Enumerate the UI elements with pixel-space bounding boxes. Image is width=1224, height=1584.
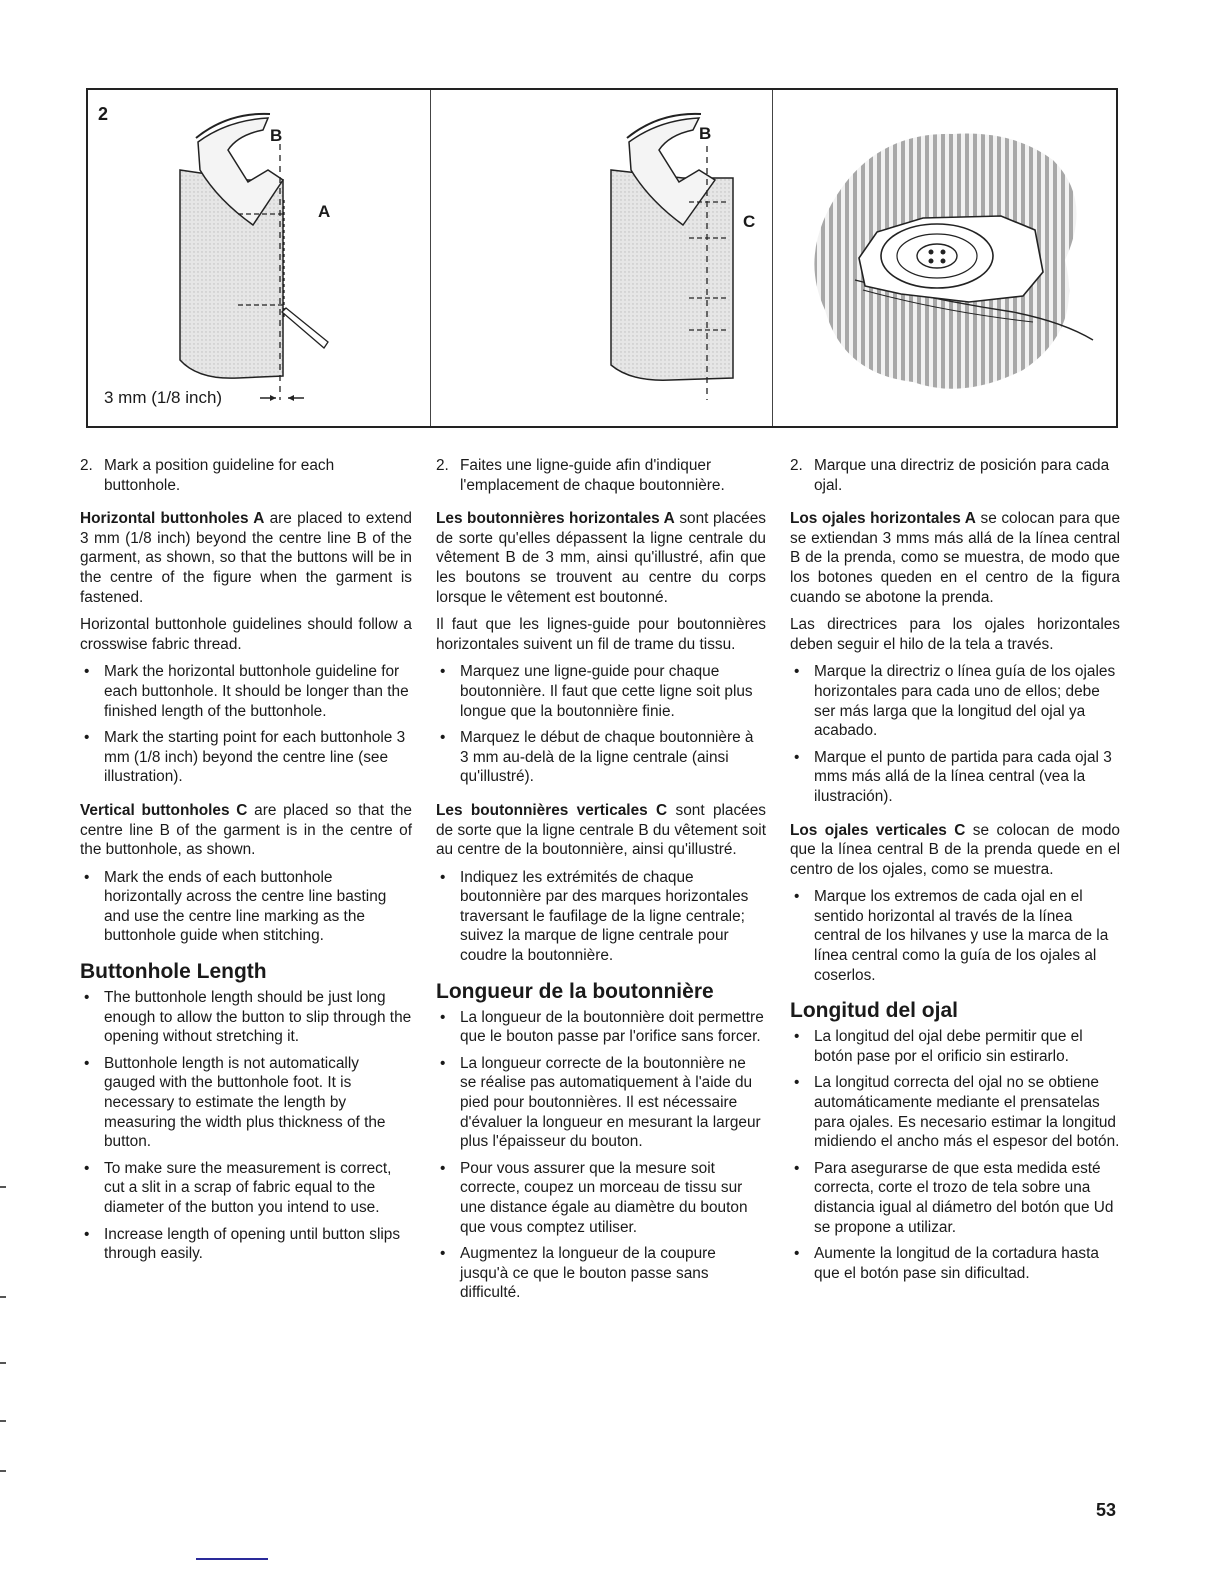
step-text: Mark a position guideline for each buttonhole.: [104, 457, 335, 494]
figure-horizontal-buttonholes: [88, 90, 430, 426]
list-item: • Marque el punto de partida para cada ojal 3 mms más allá de la línea central (vea la ilustración).: [790, 748, 1120, 807]
vertical-bullets: [80, 868, 412, 946]
horizontal-text: are placed to extend 3 mm (1/8 inch) beyond the centre line B of the garment, as shown, so that the buttons will be in the centre of the figure when the garment is fastened.: [80, 510, 412, 606]
length-bullets: [436, 1008, 766, 1303]
horizontal-text: se colocan para que se extiendan 3 mms más allá de la línea central B de la prenda, como se muestra, de modo que los botones queden en el centro de la figura cuando se abotone la prenda.: [790, 510, 1121, 606]
list-item: • To make sure the measurement is correct, cut a slit in a scrap of fabric equal to the diameter of the button you intend to use.: [80, 1159, 412, 1218]
scan-edge-mark: [0, 1420, 6, 1422]
label-b-centre-line: B: [270, 126, 283, 145]
scan-edge-mark: [0, 1296, 6, 1298]
horizontal-text: sont placées de sorte qu'elles dépassent la ligne centrale du vêtement B de 3 mm, ainsi qu'illustré, afin que les boutons se trouvent au centre du corps lorsque le vêtement est boutonné.: [436, 510, 766, 606]
list-item: • Buttonhole length is not automatically gauged with the buttonhole foot. It is necessary to estimate the length by measuring the width plus thickness of the button.: [80, 1054, 412, 1152]
measurement-label: 3 mm (1/8 inch): [104, 388, 223, 407]
list-item: • Pour vous assurer que la mesure soit correcte, coupez un morceau de tissu sur une distance égale au diamètre du bouton que vous comptez utiliser.: [436, 1159, 766, 1237]
figure-vertical-buttonholes: [430, 90, 773, 426]
shirt-vertical-illustration: [431, 90, 773, 428]
list-item: • Marquez une ligne-guide pour chaque boutonnière. Il faut que cette ligne soit plus longue que la boutonnière finie.: [436, 662, 766, 721]
step-2: [80, 456, 412, 495]
list-item: • La longitud del ojal debe permitir que el botón pase por el orificio sin estirarlo.: [790, 1027, 1120, 1066]
step-2: [790, 456, 1120, 495]
guidelines-paragraph: Las directrices para los ojales horizontales deben seguir el hilo de la tela a través.: [790, 616, 1120, 653]
step-number: 2.: [80, 457, 93, 474]
vertical-text: se colocan de modo que la línea central B de la prenda quede en el centro de los ojales, como se muestra.: [790, 821, 1120, 878]
list-item: • Mark the horizontal buttonhole guideline for each buttonhole. It should be longer than the finished length of the buttonhole.: [80, 662, 412, 721]
horizontal-bullets: [436, 662, 766, 787]
horizontal-paragraph: [436, 509, 766, 607]
vertical-bullets: [436, 868, 766, 966]
horizontal-paragraph: [80, 509, 412, 607]
list-item: • The buttonhole length should be just long enough to allow the button to slip through the opening without stretching it.: [80, 988, 412, 1047]
label-b-centre-line-vertical: B: [699, 124, 712, 143]
list-item: • Mark the starting point for each buttonhole 3 mm (1/8 inch) beyond the centre line (see illustration).: [80, 728, 412, 787]
horizontal-bullets: [80, 662, 412, 787]
list-item: • La longueur de la boutonnière doit permettre que le bouton passe par l'orifice sans forcer.: [436, 1008, 766, 1047]
list-item: • Para asegurarse de que esta medida esté correcta, corte el trozo de tela sobre una distancia igual al diámetro del botón que Ud se propone a utilizar.: [790, 1159, 1120, 1237]
english-column: [80, 456, 412, 1272]
figure-button-fabric: [772, 90, 1119, 426]
section-heading: Longitud del ojal: [790, 999, 958, 1023]
list-item: • Increase length of opening until button slips through easily.: [80, 1225, 412, 1264]
french-column: [436, 456, 766, 1311]
figure-panel: [86, 88, 1118, 428]
shirt-horizontal-illustration: [88, 90, 430, 428]
section-heading: Buttonhole Length: [80, 960, 267, 984]
guidelines-paragraph: Horizontal buttonhole guidelines should follow a crosswise fabric thread.: [80, 616, 412, 653]
list-item: • Marque los extremos de cada ojal en el sentido horizontal al través de la línea central de los hilvanes y use la marca de la línea central como la guía de los ojales al coserlos.: [790, 887, 1120, 985]
vertical-paragraph: [436, 801, 766, 860]
vertical-lead: Vertical buttonholes C: [80, 801, 248, 819]
list-item: • Aumente la longitud de la cortadura hasta que el botón pase sin dificultad.: [790, 1244, 1120, 1283]
section-heading: Longueur de la boutonnière: [436, 979, 714, 1003]
list-item: • Marque la directriz o línea guía de los ojales horizontales para cada uno de ellos; debe ser más larga que la longitud del ojal ya acabado.: [790, 662, 1120, 740]
scan-edge-line: [196, 1558, 268, 1560]
list-item: • Augmentez la longueur de la coupure jusqu'à ce que le bouton passe sans difficulté.: [436, 1244, 766, 1303]
vertical-lead: Los ojales verticales C: [790, 821, 966, 839]
step-text: Faites une ligne-guide afin d'indiquer l'emplacement de chaque boutonnière.: [460, 457, 725, 494]
horizontal-lead: Les boutonnières horizontales A: [436, 510, 675, 528]
spanish-column: [790, 456, 1120, 1291]
vertical-bullets: [790, 887, 1120, 985]
guidelines-paragraph: Il faut que les lignes-guide pour boutonnières horizontales suivent un fil de trame du tissu.: [436, 616, 766, 653]
length-bullets: [80, 988, 412, 1264]
vertical-text: sont placées de sorte que la ligne centrale B du vêtement soit au centre de la boutonnière, ainsi qu'illustré.: [436, 801, 766, 859]
step-2: [436, 456, 766, 495]
step-number: 2.: [436, 457, 449, 474]
list-item: • La longitud correcta del ojal no se obtiene automáticamente mediante el prensatelas para ojales. Es necesario estimar la longitud midiendo el ancho más el espesor del botón.: [790, 1073, 1120, 1151]
scan-edge-mark: [0, 1362, 6, 1364]
vertical-lead: Les boutonnières verticales C: [436, 801, 668, 819]
button-on-fabric-illustration: [773, 90, 1119, 428]
horizontal-lead: Los ojales horizontales A: [790, 510, 976, 528]
horizontal-bullets: [790, 662, 1120, 806]
scan-edge-mark: [0, 1186, 6, 1188]
horizontal-paragraph: [790, 509, 1120, 607]
page-number: 53: [1096, 1500, 1117, 1520]
figure-number: 2: [98, 104, 109, 124]
label-c-vertical: C: [743, 212, 756, 231]
vertical-text: are placed so that the centre line B of the garment is in the centre of the buttonhole, as shown.: [80, 801, 412, 859]
list-item: • Mark the ends of each buttonhole horizontally across the centre line basting and use the centre line marking as the buttonhole guide when stitching.: [80, 868, 412, 946]
step-text: Marque una directriz de posición para cada ojal.: [814, 457, 1110, 494]
horizontal-lead: Horizontal buttonholes A: [80, 510, 265, 528]
scan-edge-mark: [0, 1470, 6, 1472]
list-item: • Marquez le début de chaque boutonnière à 3 mm au-delà de la ligne centrale (ainsi qu'illustré).: [436, 728, 766, 787]
vertical-paragraph: [80, 801, 412, 860]
list-item: • Indiquez les extrémités de chaque boutonnière par des marques horizontales traversant le faufilage de la ligne centrale; suivez la marque de ligne centrale pour coudre la boutonnière.: [436, 868, 766, 966]
step-number: 2.: [790, 457, 803, 474]
vertical-paragraph: [790, 821, 1120, 880]
label-a-horizontal: A: [318, 202, 331, 221]
list-item: • La longueur correcte de la boutonnière ne se réalise pas automatiquement à l'aide du pied pour boutonnières. Il est nécessaire d'évaluer la longueur en mesurant la largeur plus l'épaisseur du bouton.: [436, 1054, 766, 1152]
length-bullets: [790, 1027, 1120, 1283]
